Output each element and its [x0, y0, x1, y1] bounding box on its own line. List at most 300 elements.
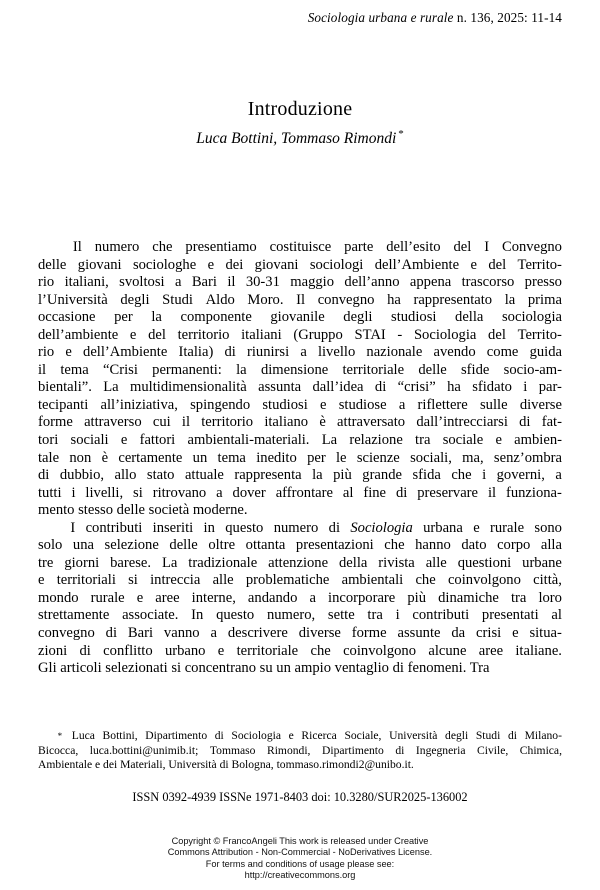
word: multidimensionalità	[130, 379, 247, 396]
word: selezione	[104, 537, 159, 554]
word: avendo	[433, 344, 476, 361]
word: tema	[217, 449, 246, 466]
word: componente	[180, 309, 252, 326]
body-line	[38, 397, 562, 415]
footnote-marker: *	[57, 731, 63, 741]
word: in	[203, 519, 215, 536]
footnote-line	[38, 729, 562, 744]
word: territoriale	[342, 361, 405, 378]
author-footnote-marker: *	[398, 128, 404, 140]
word: sociologi	[309, 256, 364, 273]
word: che	[451, 467, 472, 484]
word: della	[455, 309, 484, 326]
word: parte	[344, 239, 374, 255]
word: che	[384, 537, 405, 554]
word: fat-	[541, 414, 562, 431]
word: Territo-	[517, 326, 562, 343]
word: di	[395, 484, 408, 501]
word: allo	[114, 467, 137, 484]
word: par-	[538, 379, 562, 396]
word: Dipartimento	[145, 729, 208, 742]
word: di	[38, 467, 50, 484]
body-line	[38, 537, 562, 555]
word: appena	[409, 274, 452, 291]
word: oltre	[208, 537, 236, 554]
word: Italia)	[178, 344, 214, 361]
word: del	[488, 256, 507, 273]
word: crisi	[476, 625, 502, 642]
word: preservare	[417, 484, 479, 501]
word: I	[70, 519, 76, 536]
word: urbane	[522, 554, 562, 571]
body-line	[38, 625, 562, 643]
word: Dipartimento	[321, 743, 384, 757]
author-affiliation-footnote	[38, 729, 562, 773]
word: certamente	[118, 449, 183, 466]
word: di	[79, 642, 91, 659]
word: aree	[155, 589, 180, 606]
word: giorni	[64, 554, 100, 571]
word: ha	[447, 379, 461, 396]
word: “Crisi	[103, 361, 138, 378]
word: sfidato	[472, 379, 512, 396]
paragraph-indent	[38, 520, 60, 538]
word: Sociologia	[413, 326, 477, 343]
word: dell’ambiente	[38, 326, 119, 343]
word: il	[227, 274, 236, 291]
footnote-indent	[38, 729, 50, 744]
word: si	[128, 572, 138, 589]
word: associate.	[122, 607, 179, 624]
word: (Gruppo	[293, 326, 343, 343]
word: alcune	[428, 642, 467, 659]
word: il	[181, 414, 191, 431]
word: rappresentato	[413, 291, 493, 308]
word: funziona-	[505, 484, 562, 501]
word: barese.	[110, 554, 152, 571]
word: e	[217, 642, 225, 659]
word: sociali,	[410, 449, 452, 466]
word: Sociale,	[344, 729, 382, 742]
word: livelli,	[85, 484, 124, 501]
word: attraversato	[337, 414, 406, 431]
word: e	[129, 326, 137, 343]
word: In	[191, 607, 204, 624]
word: permanenti:	[152, 361, 222, 378]
word: degli	[120, 291, 150, 308]
body-line	[38, 414, 562, 432]
word: fine	[363, 484, 387, 501]
word: al	[551, 607, 562, 624]
body-line	[38, 327, 562, 345]
word: alla	[540, 537, 562, 554]
word: coinvolgono	[447, 572, 521, 589]
word: coinvolgono	[343, 642, 417, 659]
word: del	[488, 326, 506, 343]
word: presentiamo	[185, 239, 257, 255]
word: hanno	[415, 537, 451, 554]
word: Chimica,	[519, 743, 562, 757]
word: Il	[296, 291, 306, 308]
word: urbana	[423, 519, 463, 536]
word: Il	[72, 239, 82, 255]
word: dei	[225, 256, 244, 273]
word: ma,	[462, 449, 484, 466]
word: la	[151, 309, 162, 326]
word: socio-am-	[503, 361, 562, 378]
body-line: mento stesso delle società moderne.	[38, 502, 248, 519]
word: tre	[38, 554, 54, 571]
word: tori	[38, 432, 59, 449]
word: rappresenta	[234, 467, 302, 484]
word: delle	[38, 256, 67, 273]
word: Bottini,	[102, 729, 138, 742]
word: delle	[169, 537, 198, 554]
word: dall’intrecciarsi	[416, 414, 508, 431]
word: tema	[60, 361, 89, 378]
word: che	[415, 572, 436, 589]
word: questioni	[457, 554, 512, 571]
word: rurale	[490, 519, 525, 536]
body-line	[38, 292, 562, 310]
word: del	[148, 326, 166, 343]
body-line	[38, 344, 562, 362]
word: a	[174, 274, 182, 291]
word: che	[152, 239, 173, 255]
copyright-line-2: Commons Attribution - Non-Commercial - NoDerivatives License.	[167, 847, 433, 858]
word: un	[192, 449, 208, 466]
word: degli	[445, 729, 469, 742]
word: di	[519, 414, 531, 431]
word: a	[210, 625, 217, 642]
word: e	[470, 256, 477, 273]
word: strettamente	[38, 607, 110, 624]
word: problematiche	[245, 572, 330, 589]
word: le	[336, 449, 347, 466]
word: numero	[94, 239, 140, 255]
body-line	[38, 432, 562, 450]
body-line	[38, 379, 562, 397]
word: più	[333, 467, 352, 484]
word: Civile,	[477, 743, 509, 757]
word: italiano	[264, 414, 309, 431]
word: presso	[524, 274, 562, 291]
body-line	[38, 450, 562, 468]
word: ambien-	[514, 432, 562, 449]
word: i	[523, 379, 528, 396]
word: Ricerca	[301, 729, 337, 742]
word: italiani	[241, 326, 282, 343]
body-line	[38, 309, 562, 327]
word: a	[300, 344, 307, 361]
word: rio	[38, 274, 55, 291]
word: livello	[317, 344, 356, 361]
word: territoriali	[56, 572, 116, 589]
word: situa-	[529, 625, 562, 642]
word: costituisce	[269, 239, 332, 255]
issn-doi-line: ISSN 0392-4939 ISSNe 1971-8403 doi: 10.3280/SUR2025-136002	[132, 790, 468, 804]
word: corpo	[497, 537, 531, 554]
word: una	[72, 537, 94, 554]
word: inseriti	[152, 519, 194, 536]
word: svoltosi	[119, 274, 165, 291]
word: rio	[38, 344, 55, 361]
word: nazionale	[366, 344, 423, 361]
word: la	[236, 361, 247, 378]
word: solo	[38, 537, 63, 554]
word: di	[374, 379, 387, 396]
word: luca.bottini@unimib.it;	[89, 743, 199, 757]
word: a	[216, 484, 223, 501]
word: presentati	[481, 607, 539, 624]
word: 30-31	[245, 274, 280, 291]
word: studiose	[338, 396, 387, 413]
word: andando	[247, 589, 298, 606]
word: Bari	[191, 274, 217, 291]
footnote-line: Ambientale e dei Materiali, Università di Bologna, tommaso.rimondi2@unibo.it.	[38, 758, 414, 772]
word: convegno	[38, 625, 95, 642]
word: dimensione	[260, 361, 329, 378]
word: urbano	[164, 642, 206, 659]
word: “crisi”	[397, 379, 436, 396]
word: è	[101, 449, 109, 466]
word: Tommaso	[209, 743, 256, 757]
word: dubbio,	[59, 467, 105, 484]
word: Bari	[127, 625, 154, 642]
footnote-line	[38, 744, 562, 759]
word: e	[288, 729, 294, 742]
word: maggio	[290, 274, 335, 291]
word: conflitto	[103, 642, 153, 659]
copyright-line-1: Copyright © FrancoAngeli This work is released under Creative	[171, 836, 429, 846]
word: interne,	[191, 589, 236, 606]
paragraph-indent	[38, 239, 60, 257]
word: Università	[389, 729, 438, 742]
word: alle	[212, 572, 234, 589]
word: sociale	[442, 432, 484, 449]
word: diverse	[519, 396, 562, 413]
copyright-notice	[38, 836, 562, 882]
word: di	[214, 729, 224, 742]
word: presentazioni	[295, 537, 374, 554]
word: contributi	[85, 519, 143, 536]
word: Sociologia	[231, 729, 281, 742]
word: la	[312, 467, 323, 484]
word: italiani,	[64, 274, 109, 291]
word: inedito	[256, 449, 297, 466]
word: e	[473, 519, 480, 536]
word: cui	[152, 414, 171, 431]
word: come	[486, 344, 519, 361]
word: Moro.	[247, 291, 284, 308]
word: contributi	[412, 607, 470, 624]
word: governi,	[496, 467, 545, 484]
word: tale	[38, 449, 60, 466]
word: tra	[415, 432, 431, 449]
word: zioni	[38, 642, 68, 659]
word: dato	[461, 537, 487, 554]
word: Aldo	[205, 291, 235, 308]
word: che	[310, 642, 331, 659]
word: riunirsi	[246, 344, 290, 361]
word: studiosi	[262, 396, 308, 413]
copyright-url: http://creativecommons.org	[244, 870, 356, 881]
article-body	[38, 239, 562, 678]
word: ritrovano	[152, 484, 207, 501]
word: sfide	[461, 361, 490, 378]
word: giovanile	[270, 309, 325, 326]
word: Bicocca,	[38, 743, 79, 757]
author-line	[38, 128, 562, 149]
word: loro	[538, 589, 562, 606]
word: La	[321, 432, 338, 449]
word: della	[339, 554, 368, 571]
word: Sociologia	[350, 519, 413, 536]
word: degli	[343, 309, 373, 326]
word: sociologhe	[132, 256, 197, 273]
author-names: Luca Bottini, Tommaso Rimondi	[196, 130, 397, 148]
word: questo	[225, 519, 264, 536]
word: STAI	[354, 326, 386, 343]
word: assunte	[397, 625, 441, 642]
word: dinamiche	[438, 589, 499, 606]
word: al	[342, 484, 354, 501]
word: attraverso	[84, 414, 142, 431]
word: occasione	[38, 309, 96, 326]
word: ambientali-materiali.	[187, 432, 310, 449]
word: a	[555, 467, 562, 484]
word: forme	[38, 414, 73, 431]
word: tradizionale	[188, 554, 258, 571]
body-line	[38, 520, 562, 538]
word: numero	[273, 519, 319, 536]
body-line	[38, 274, 562, 292]
word: la	[504, 291, 516, 308]
word: Milano-	[524, 729, 562, 742]
body-line	[38, 257, 562, 275]
body-paragraph-1	[38, 239, 562, 520]
word: dell’Ambiente	[83, 344, 168, 361]
word: assunta	[258, 379, 302, 396]
word: prima	[527, 291, 562, 308]
body-line	[38, 643, 562, 661]
word: per	[114, 309, 133, 326]
word: descrivere	[227, 625, 288, 642]
word: I	[484, 239, 490, 255]
word: sono	[534, 519, 562, 536]
word: l’Università	[38, 291, 108, 308]
journal-title: Sociologia urbana e rurale	[307, 10, 454, 25]
word: ambientali	[341, 572, 404, 589]
word: guida	[529, 344, 562, 361]
word: città,	[533, 572, 562, 589]
word: a	[309, 589, 316, 606]
body-line	[38, 590, 562, 608]
word: e	[65, 344, 72, 361]
word: territorio	[177, 326, 230, 343]
word: aree	[478, 642, 504, 659]
word: a	[398, 396, 406, 413]
page-title: Introduzione	[247, 98, 353, 121]
word: di	[105, 625, 117, 642]
word: incorporare	[328, 589, 396, 606]
word: affrontare	[275, 484, 333, 501]
word: italiane.	[515, 642, 562, 659]
body-line	[38, 607, 562, 625]
word: territorio	[201, 414, 254, 431]
word: si	[133, 484, 143, 501]
word: all’iniziativa,	[100, 396, 178, 413]
body-paragraph-2	[38, 520, 562, 678]
word: dell’anno	[344, 274, 400, 291]
issue-info: n. 136, 2025: 11-14	[453, 10, 562, 25]
word: di	[507, 729, 517, 742]
copyright-line-3: For terms and conditions of usage please see:	[205, 858, 395, 869]
word: sette	[327, 607, 355, 624]
word: numero,	[266, 607, 316, 624]
word: e	[320, 396, 327, 413]
word: di	[328, 519, 340, 536]
word: giovani	[254, 256, 299, 273]
word: territoriale	[236, 642, 299, 659]
word: diverse	[298, 625, 341, 642]
word: Convegno	[501, 239, 562, 255]
word: i	[395, 607, 400, 624]
word: -	[397, 326, 403, 343]
word: convegno	[317, 291, 375, 308]
word: del	[453, 239, 472, 255]
word: La	[161, 554, 178, 571]
word: stato	[146, 467, 175, 484]
word: sulle	[480, 396, 508, 413]
word: Studi	[475, 729, 501, 742]
word: e	[136, 589, 144, 606]
word: di	[224, 344, 236, 361]
word: Ingegneria	[415, 743, 466, 757]
word: di	[395, 743, 405, 757]
word: Studi	[162, 291, 193, 308]
word: e	[120, 432, 128, 449]
word: ha	[387, 291, 401, 308]
word: intreccia	[150, 572, 201, 589]
word: da	[451, 625, 466, 642]
word: fattori	[139, 432, 176, 449]
word: scienze	[356, 449, 400, 466]
word: dell’Ambiente	[374, 256, 460, 273]
word: La	[103, 379, 119, 396]
word: più	[407, 589, 427, 606]
word: sociologia	[501, 309, 562, 326]
word: vanno	[163, 625, 200, 642]
word: relazione	[349, 432, 403, 449]
word: il	[38, 361, 47, 378]
word: e	[512, 625, 519, 642]
word: i	[482, 467, 487, 484]
word: i	[71, 484, 76, 501]
body-line	[38, 485, 562, 503]
word: rivista	[378, 554, 415, 571]
word: ottanta	[245, 537, 286, 554]
word: attenzione	[268, 554, 329, 571]
word: spingendo	[190, 396, 251, 413]
word: dell’esito	[386, 239, 441, 255]
word: bientali”.	[38, 379, 92, 396]
word: dover	[232, 484, 266, 501]
word: Territo-	[517, 256, 562, 273]
word: giovani	[77, 256, 122, 273]
body-line: Gli articoli selezionati si concentrano su un ampio ventaglio di fenomeni. Tra	[38, 660, 490, 677]
word: delle	[418, 361, 447, 378]
